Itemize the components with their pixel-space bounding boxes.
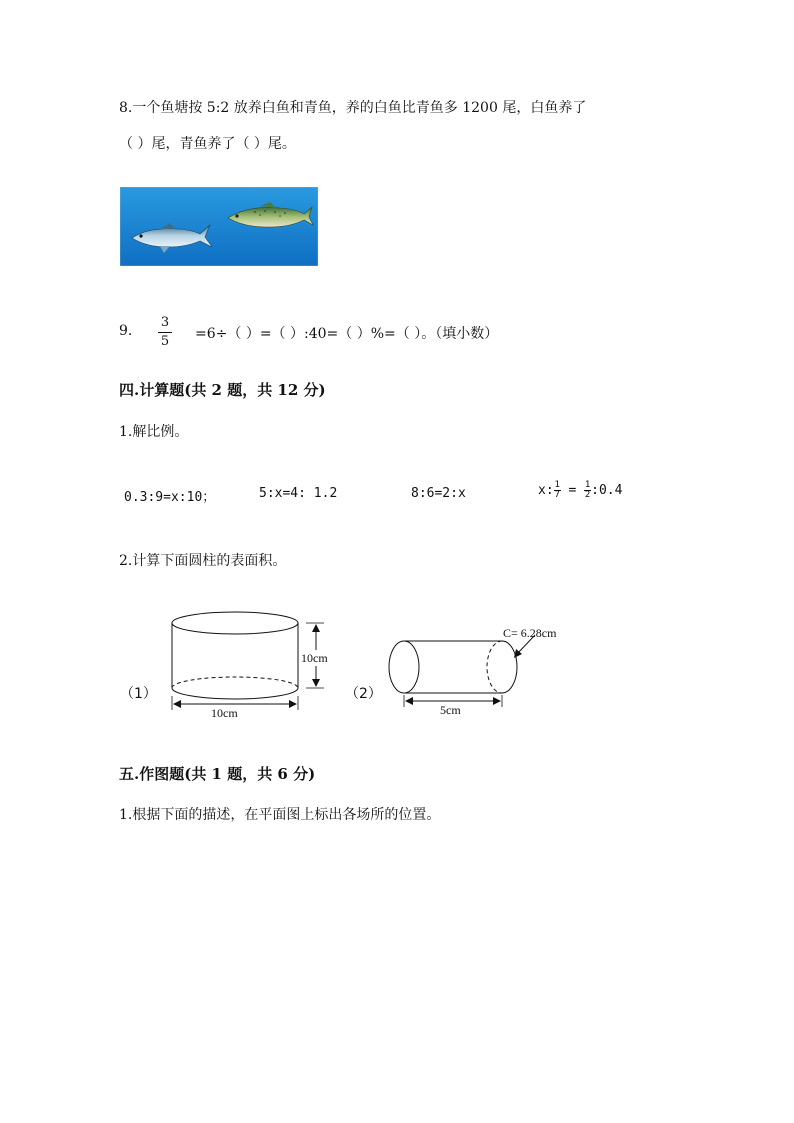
eq4-f1-num: 1 (554, 480, 560, 490)
q9-fraction-denominator: 5 (160, 334, 170, 349)
fish-picture (120, 187, 318, 266)
q9-fraction (158, 315, 172, 350)
cylinder-1-height-label: 10cm (301, 651, 328, 665)
eq4-suffix: :0.4 (591, 483, 623, 498)
q9-number: 9. (119, 323, 133, 339)
draw-1-label: 1.根据下面的描述，在平面图上标出各场所的位置。 (119, 807, 441, 823)
eq4-equals: = (560, 483, 585, 498)
eq4-prefix: x: (538, 483, 554, 498)
cylinder-figure-1 (120, 600, 370, 730)
eq4-fraction-2 (584, 481, 591, 500)
cylinder-1-drawing (120, 600, 370, 730)
section-5-title: 五.作图题(共 1 题，共 6 分) (119, 765, 316, 783)
eq4-fraction-1 (554, 481, 561, 500)
cylinder-1-tag: （1） (120, 686, 157, 702)
cylinder-2-tag: （2） (345, 686, 382, 702)
cylinder-2-drawing (345, 615, 595, 725)
cylinder-1-width-label: 10cm (211, 706, 238, 720)
cylinder-figure-2 (345, 615, 595, 725)
proportion-eq-4 (538, 481, 622, 500)
q9-fraction-numerator: 3 (160, 315, 170, 330)
eq4-f1-den: 7 (554, 490, 560, 500)
q9-equation: =6÷（ ）=（ ）:40=（ ）%=（ ）。（填小数） (195, 326, 499, 342)
proportion-eq-2: 5:x=4: 1.2 (259, 486, 338, 501)
section-4-title: 四.计算题(共 2 题，共 12 分) (119, 381, 326, 399)
calc-1-label: 1.解比例。 (119, 424, 189, 440)
cylinder-2-circumference-label: C= 6.28cm (503, 626, 557, 640)
calc-2-label: 2.计算下面圆柱的表面积。 (119, 553, 287, 569)
q8-line1: 8.一个鱼塘按 5:2 放养白鱼和青鱼，养的白鱼比青鱼多 1200 尾，白鱼养了 (119, 100, 587, 116)
q8-line2: （ ）尾，青鱼养了（ ）尾。 (119, 136, 296, 152)
proportion-eq-3: 8:6=2:x (411, 486, 466, 501)
cylinder-2-length-label: 5cm (440, 703, 461, 717)
eq4-f2-num: 1 (584, 480, 591, 490)
proportion-eq-1: 0.3:9=x:10； (124, 490, 216, 505)
fish-icon (120, 187, 318, 266)
eq4-f2-den: 2 (584, 490, 591, 500)
